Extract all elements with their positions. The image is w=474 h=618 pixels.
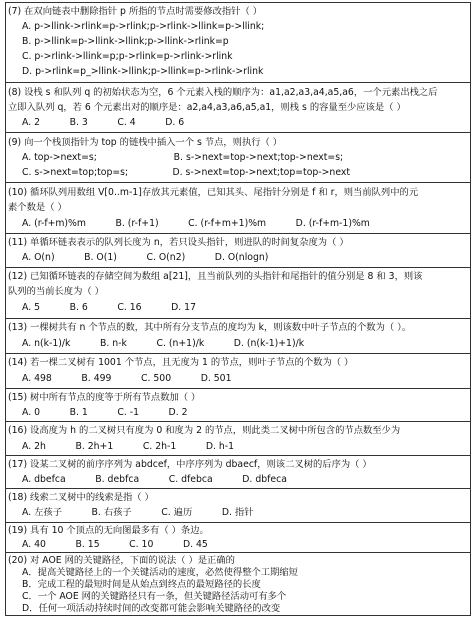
divider	[6, 233, 470, 234]
question-17-options: A. dbefca B. debfca C. dfebca D. dbfeca	[22, 474, 287, 485]
question-12-stem-line-1: (12) 已知循环链表的存储空间为数组 a[21]，且当前队列的头指针和尾指针的值分别是 8 和 3，则该	[8, 271, 423, 282]
divider	[6, 421, 470, 422]
question-7-option-a: A. p->llink->rlink=p->rlink;p->rlink->llink=p->llink;	[22, 21, 265, 32]
divider	[6, 353, 470, 354]
question-12-stem-line-2: 队列的当前长度为（ ）	[8, 286, 104, 297]
question-15-stem: (15) 树中所有节点的度等于所有节点数加（ ）	[8, 392, 201, 403]
question-10-stem-line-2: 素个数是（ ）	[8, 202, 67, 213]
question-14-options: A. 498 B. 499 C. 500 D. 501	[22, 373, 232, 384]
question-7-stem: (7) 在双向链表中删除指针 p 所指的节点时需要修改指针（ ）	[8, 6, 263, 17]
question-16-options: A. 2h B. 2h+1 C. 2h-1 D. h-1	[22, 441, 235, 452]
question-8-stem-line-2: 立即入队列 q，若 6 个元素出对的顺序是：a2,a4,a3,a6,a5,a1，则栈 s 的容量至少应该是（ ）	[8, 102, 406, 113]
question-7-option-b: B. p->llink=p->llink->llink;p->llink->rlink=p	[22, 36, 229, 47]
question-19-options: A. 40 B. 15 C. 10 D. 45	[22, 539, 208, 550]
question-20-option-b: B．完成工程的最短时间是从始点到终点的最短路径的长度	[22, 579, 261, 590]
question-7-option-d: D. p->rlink=p_>llink->llink;p->llink=p->rlink->rlink	[22, 66, 264, 77]
question-7-option-c: C. p->rlink->llink=p;p->rlink=p->rlink->rlink	[22, 51, 233, 62]
question-19-stem: (19) 具有 10 个顶点的无向图最多有（ ）条边。	[8, 525, 209, 536]
question-11-stem: (11) 单循环链表表示的队列长度为 n，若只设头指针，则进队的时间复杂度为（ ）	[8, 237, 349, 248]
divider	[6, 522, 470, 523]
exam-sheet	[5, 2, 471, 616]
question-10-options: A. (r-f+m)%m B. (r-f+1) C. (r-f+m+1)%m D. (r-f+m-1)%m	[22, 218, 370, 229]
divider	[6, 455, 470, 456]
divider	[6, 552, 470, 553]
question-10-stem-line-1: (10) 循环队列用数组 V[0..m-1]存放其元素值，已知其头、尾指针分别是 f 和 r，则当前队列中的元	[8, 187, 419, 198]
question-15-options: A. 0 B. 1 C. -1 D. 2	[22, 407, 188, 418]
question-8-options: A. 2 B. 3 C. 4 D. 6	[22, 117, 185, 128]
question-17-stem: (17) 设某二叉树的前序序列为 abdcef，中序序列为 dbaecf，则该二叉树的后序为（ ）	[8, 459, 372, 470]
question-20-option-c: C．一个 AOE 网的关键路径只有一条，但关键路径活动可有多个	[22, 591, 287, 602]
question-20-option-a: A．提高关键路径上的一个关键活动的速度，必然使得整个工期缩短	[22, 567, 298, 578]
divider	[6, 132, 470, 133]
question-11-options: A. O(n) B. O(1) C. O(n2) D. O(nlogn)	[22, 252, 269, 263]
question-14-stem: (14) 若一棵二叉树有 1001 个节点，且无度为 1 的节点，则叶子节点的个数为（ ）	[8, 357, 354, 368]
divider	[6, 388, 470, 389]
question-20-option-d: D．任何一项活动持续时间的改变都可能会影响关键路径的改变	[22, 603, 281, 614]
question-9-options-line-1: A. top->next=s; B. s->next=top->next;top->next=s;	[22, 152, 344, 163]
question-8-stem-line-1: (8) 设栈 s 和队列 q 的初始状态为空，6 个元素入栈的顺序为：a1,a2,a3,a4,a5,a6，一个元素出栈之后	[8, 87, 438, 98]
divider	[6, 82, 470, 83]
divider	[6, 267, 470, 268]
question-13-options: A. n(k-1)/k B. n-k C. (n+1)/k D. (n(k-1)+1)/k	[22, 338, 305, 349]
question-9-options-line-2: C. s->next=top;top=s; D. s->next=top->next;top=top->next	[22, 167, 351, 178]
question-18-stem: (18) 线索二叉树中的线索是指（ ）	[8, 492, 154, 503]
question-12-options: A. 5 B. 6 C. 16 D. 17	[22, 302, 197, 313]
question-20-stem: (20) 对 AOE 网的关键路径，下面的说法（ ）是正确的	[8, 555, 235, 566]
question-9-stem: (9) 向一个栈顶指针为 top 的链栈中插入一个 s 节点，则执行（ ）	[8, 137, 283, 148]
question-16-stem: (16) 设高度为 h 的二叉树只有度为 0 和度为 2 的节点，则此类二叉树中所包含的节点数至少为	[8, 425, 401, 436]
question-18-options: A. 左孩子 B. 右孩子 C. 遍历 D. 指针	[22, 507, 254, 518]
divider	[6, 182, 470, 183]
divider	[6, 318, 470, 319]
question-13-stem: (13) 一棵树共有 n 个节点的数，其中所有分支节点的度均为 k，则该数中叶子节点的个数为（ ）。	[8, 322, 412, 333]
divider	[6, 488, 470, 489]
